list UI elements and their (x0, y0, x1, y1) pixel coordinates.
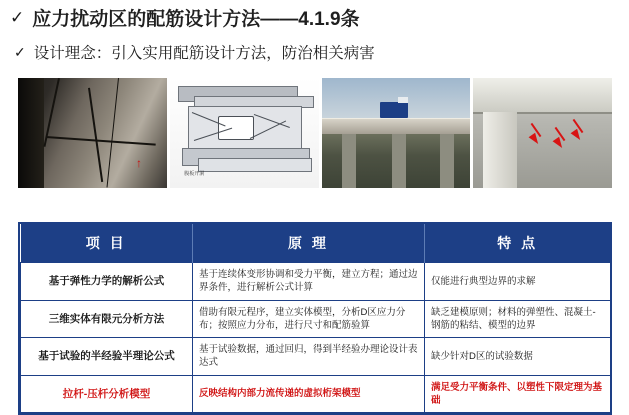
page-title: 应力扰动区的配筋设计方法——4.1.9条 (32, 9, 360, 30)
comparison-table (18, 222, 612, 415)
cell-feature: 缺少针对D区的试验数据 (425, 338, 611, 376)
bridge-pier (342, 134, 356, 188)
photo-strip (18, 78, 612, 188)
beam-bottom-flange-offset (198, 158, 312, 172)
table-header-item: 项 目 (21, 224, 193, 263)
table-header-feature: 特 点 (425, 224, 611, 263)
cell-feature: 满足受力平衡条件、以塑性下限定理为基础 (425, 375, 611, 413)
cell-item: 基于弹性力学的解析公式 (21, 263, 193, 301)
cracked-concrete-photo (18, 78, 167, 188)
cell-item: 三维实体有限元分析方法 (21, 300, 193, 338)
cell-item: 基于试验的半经验半理论公式 (21, 338, 193, 376)
web-opening (218, 116, 254, 140)
bridge-with-truck-photo (322, 78, 469, 188)
girder-underside-photo (473, 78, 612, 188)
table-row-highlighted (21, 375, 611, 413)
cell-feature: 仅能进行典型边界的求解 (425, 263, 611, 301)
cell-principle: 基于连续体变形协调和受力平衡，建立方程；通过边界条件，进行解析公式计算 (193, 263, 425, 301)
column (483, 112, 517, 188)
cell-feature: 缺乏建模原则；材料的弹塑性、混凝土-钢筋的粘结、模型的边界 (425, 300, 611, 338)
truck (380, 102, 408, 118)
cell-principle: 基于试验数据，通过回归，得到半经验办理论设计表达式 (193, 338, 425, 376)
cell-principle: 借助有限元程序，建立实体模型，分析D区应力分布；按照应力分布，进行尺寸和配筋验算 (193, 300, 425, 338)
check-icon-secondary: ✓ (14, 44, 26, 60)
slide-subtitle-row (14, 41, 375, 63)
strut-and-tie-3d-drawing (170, 78, 319, 188)
slide-title-row (10, 4, 360, 31)
table-row (21, 338, 611, 376)
bridge-pier (440, 134, 454, 188)
table-row (21, 300, 611, 338)
check-icon: ✓ (10, 8, 25, 27)
drawing-caption: 腹板开洞 (184, 171, 205, 177)
slide-subtitle: 设计理念：引入实用配筋设计方法，防治相关病害 (33, 45, 375, 62)
cell-item: 拉杆-压杆分析模型 (21, 375, 193, 413)
girder (473, 78, 612, 114)
table-header-row (21, 224, 611, 263)
cell-principle: 反映结构内部力流传递的虚拟桁架模型 (193, 375, 425, 413)
table-row (21, 263, 611, 301)
bridge-pier (392, 134, 406, 188)
photo-dark-edge (18, 78, 44, 188)
bridge-deck (322, 118, 469, 135)
photo-annotation: ↑ (136, 156, 142, 170)
table-header-principle: 原 理 (193, 224, 425, 263)
